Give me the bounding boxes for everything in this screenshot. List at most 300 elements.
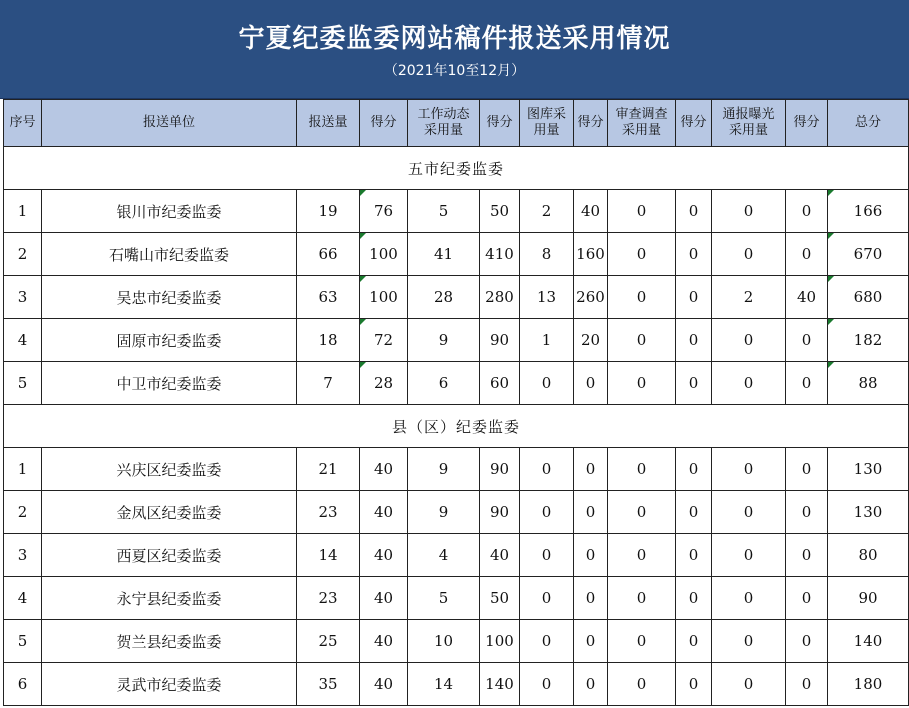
value-cell — [608, 190, 676, 233]
value-cell — [786, 319, 828, 362]
cell-text: 40 — [373, 632, 394, 650]
cell-text: 0 — [743, 675, 754, 693]
cell-text: 260 — [576, 288, 605, 306]
cell-text: 66 — [318, 245, 338, 263]
cell-text: 5 — [17, 374, 28, 392]
value-cell — [712, 190, 786, 233]
value-cell — [786, 233, 828, 276]
value-cell — [520, 491, 574, 534]
cell-text: 0 — [743, 546, 754, 564]
value-cell — [574, 491, 608, 534]
column-header — [712, 100, 786, 147]
cell-text: 0 — [801, 546, 812, 564]
table-row — [4, 491, 909, 534]
cell-text: 兴庆区纪委监委 — [116, 460, 222, 479]
cell-text: 40 — [373, 589, 394, 607]
cell-text: 9 — [438, 460, 449, 478]
cell-text: 0 — [541, 374, 552, 392]
value-cell — [408, 620, 480, 663]
unit-name-cell — [42, 362, 297, 405]
value-cell — [574, 663, 608, 706]
cell-text: 100 — [369, 245, 398, 263]
cell-text: 40 — [373, 546, 394, 564]
cell-text: 0 — [585, 675, 596, 693]
cell-text: 14 — [433, 675, 454, 693]
cell-text: 166 — [853, 202, 883, 220]
cell-text: 140 — [853, 632, 883, 650]
cell-text: 0 — [585, 503, 596, 521]
value-cell — [828, 448, 909, 491]
index-cell — [4, 448, 42, 491]
cell-text: 0 — [801, 503, 812, 521]
cell-text: 7 — [323, 374, 333, 392]
column-header-line: 通报曝光 — [722, 107, 775, 122]
cell-text: 76 — [373, 202, 394, 220]
index-cell — [4, 577, 42, 620]
cell-text: 40 — [373, 460, 394, 478]
cell-text: 0 — [585, 589, 596, 607]
table-row — [4, 190, 909, 233]
table-row — [4, 276, 909, 319]
cell-text: 0 — [688, 374, 699, 392]
cell-text: 72 — [373, 331, 394, 349]
unit-name-cell — [42, 663, 297, 706]
cell-text: 银川市纪委监委 — [116, 202, 222, 221]
cell-text: 0 — [688, 675, 699, 693]
cell-text: 130 — [853, 460, 883, 478]
cell-text: 0 — [636, 245, 647, 263]
cell-text: 13 — [536, 288, 557, 306]
cell-text: 680 — [853, 288, 883, 306]
value-cell — [712, 534, 786, 577]
cell-text: 14 — [318, 546, 338, 564]
cell-text: 0 — [636, 374, 647, 392]
cell-text: 0 — [688, 245, 699, 263]
cell-text: 中卫市纪委监委 — [116, 374, 222, 393]
cell-text: 6 — [438, 374, 449, 392]
cell-text: 5 — [438, 202, 449, 220]
cell-text: 0 — [743, 503, 754, 521]
cell-text: 100 — [369, 288, 398, 306]
cell-text: 吴忠市纪委监委 — [116, 288, 222, 307]
value-cell — [828, 620, 909, 663]
cell-text: 40 — [796, 288, 817, 306]
cell-comment-marker-icon — [360, 233, 366, 239]
cell-text: 21 — [318, 460, 338, 478]
cell-text: 0 — [636, 503, 647, 521]
cell-text: 9 — [438, 503, 449, 521]
value-cell — [574, 362, 608, 405]
cell-comment-marker-icon — [828, 319, 834, 325]
cell-text: 3 — [17, 288, 28, 306]
cell-text: 90 — [489, 503, 510, 521]
unit-name-cell — [42, 577, 297, 620]
value-cell — [480, 233, 520, 276]
cell-text: 0 — [636, 675, 647, 693]
value-cell — [480, 448, 520, 491]
value-cell — [786, 491, 828, 534]
value-cell — [828, 362, 909, 405]
cell-text: 0 — [801, 675, 812, 693]
column-header — [408, 100, 480, 147]
cell-comment-marker-icon — [828, 190, 834, 196]
cell-text: 0 — [801, 460, 812, 478]
cell-text: 2 — [541, 202, 552, 220]
column-header: 得分 — [480, 100, 520, 147]
cell-text: 60 — [489, 374, 510, 392]
value-cell — [520, 577, 574, 620]
value-cell — [608, 362, 676, 405]
value-cell — [608, 534, 676, 577]
index-cell — [4, 491, 42, 534]
value-cell — [360, 319, 408, 362]
cell-text: 88 — [858, 374, 878, 392]
cell-text: 35 — [318, 675, 338, 693]
cell-text: 0 — [585, 546, 596, 564]
value-cell — [608, 233, 676, 276]
cell-text: 130 — [853, 503, 883, 521]
value-cell — [574, 448, 608, 491]
value-cell — [408, 663, 480, 706]
cell-text: 0 — [541, 460, 552, 478]
column-header-line: 审查调查 — [615, 107, 668, 122]
value-cell — [574, 276, 608, 319]
value-cell — [712, 663, 786, 706]
value-cell — [712, 620, 786, 663]
value-cell — [360, 534, 408, 577]
value-cell — [608, 577, 676, 620]
value-cell — [712, 448, 786, 491]
cell-text: 0 — [688, 460, 699, 478]
cell-text: 2 — [17, 245, 28, 263]
section-row — [4, 405, 909, 448]
value-cell — [574, 534, 608, 577]
column-header-line: 图库采 — [526, 107, 566, 122]
value-cell — [676, 534, 712, 577]
value-cell — [297, 663, 360, 706]
cell-text: 41 — [433, 245, 454, 263]
cell-text: 8 — [541, 245, 552, 263]
cell-text: 5 — [17, 632, 28, 650]
value-cell — [297, 362, 360, 405]
column-header: 报送量 — [297, 100, 360, 147]
value-cell — [574, 233, 608, 276]
column-header — [608, 100, 676, 147]
cell-text: 0 — [688, 589, 699, 607]
index-cell — [4, 190, 42, 233]
unit-name-cell — [42, 620, 297, 663]
value-cell — [676, 491, 712, 534]
cell-text: 0 — [541, 589, 552, 607]
value-cell — [520, 362, 574, 405]
table-row — [4, 534, 909, 577]
cell-text: 永宁县纪委监委 — [116, 589, 222, 608]
column-header-line: 采用量 — [423, 123, 463, 138]
value-cell — [608, 620, 676, 663]
cell-text: 0 — [636, 331, 647, 349]
value-cell — [608, 663, 676, 706]
value-cell — [828, 577, 909, 620]
cell-text: 5 — [438, 589, 449, 607]
column-header: 得分 — [360, 100, 408, 147]
value-cell — [828, 663, 909, 706]
cell-comment-marker-icon — [828, 276, 834, 282]
unit-name-cell — [42, 319, 297, 362]
cell-text: 0 — [585, 632, 596, 650]
column-header: 报送单位 — [42, 100, 297, 147]
cell-text: 0 — [743, 374, 754, 392]
unit-name-cell — [42, 534, 297, 577]
value-cell — [828, 534, 909, 577]
cell-text: 50 — [489, 202, 510, 220]
value-cell — [786, 276, 828, 319]
cell-text: 0 — [636, 589, 647, 607]
value-cell — [828, 233, 909, 276]
value-cell — [360, 233, 408, 276]
cell-text: 0 — [743, 460, 754, 478]
value-cell — [408, 276, 480, 319]
cell-text: 28 — [373, 374, 394, 392]
value-cell — [408, 577, 480, 620]
value-cell — [574, 319, 608, 362]
value-cell — [712, 491, 786, 534]
cell-text: 0 — [636, 202, 647, 220]
cell-text: 182 — [853, 331, 883, 349]
value-cell — [480, 663, 520, 706]
value-cell — [520, 233, 574, 276]
cell-text: 40 — [373, 675, 394, 693]
value-cell — [786, 577, 828, 620]
value-cell — [608, 319, 676, 362]
cell-text: 90 — [489, 331, 510, 349]
cell-text: 4 — [438, 546, 449, 564]
column-header: 得分 — [574, 100, 608, 147]
cell-text: 0 — [688, 288, 699, 306]
value-cell — [676, 233, 712, 276]
value-cell — [297, 233, 360, 276]
column-header-row — [4, 100, 909, 147]
cell-text: 1 — [541, 331, 552, 349]
cell-text: 0 — [541, 546, 552, 564]
cell-text: 10 — [433, 632, 454, 650]
cell-text: 23 — [318, 589, 338, 607]
cell-text: 石嘴山市纪委监委 — [108, 245, 229, 264]
cell-text: 9 — [438, 331, 449, 349]
value-cell — [408, 534, 480, 577]
cell-comment-marker-icon — [360, 190, 366, 196]
value-cell — [408, 233, 480, 276]
cell-text: 0 — [801, 245, 812, 263]
cell-text: 28 — [433, 288, 454, 306]
cell-text: 90 — [489, 460, 510, 478]
value-cell — [297, 276, 360, 319]
value-cell — [360, 190, 408, 233]
value-cell — [608, 491, 676, 534]
value-cell — [297, 534, 360, 577]
index-cell — [4, 620, 42, 663]
value-cell — [480, 190, 520, 233]
value-cell — [520, 448, 574, 491]
cell-text: 100 — [485, 632, 514, 650]
cell-text: 4 — [17, 331, 28, 349]
table-row — [4, 319, 909, 362]
value-cell — [520, 276, 574, 319]
column-header: 总分 — [828, 100, 909, 147]
value-cell — [360, 491, 408, 534]
value-cell — [297, 620, 360, 663]
index-cell — [4, 319, 42, 362]
value-cell — [297, 319, 360, 362]
column-header-line: 用量 — [533, 123, 560, 138]
value-cell — [574, 620, 608, 663]
cell-text: 2 — [17, 503, 28, 521]
index-cell — [4, 663, 42, 706]
value-cell — [828, 319, 909, 362]
report-title: 宁夏纪委监委网站稿件报送采用情况 — [238, 24, 671, 54]
value-cell — [786, 534, 828, 577]
value-cell — [786, 620, 828, 663]
cell-text: 1 — [17, 460, 28, 478]
value-cell — [786, 362, 828, 405]
value-cell — [408, 362, 480, 405]
value-cell — [712, 276, 786, 319]
unit-name-cell — [42, 190, 297, 233]
value-cell — [574, 577, 608, 620]
table-row — [4, 233, 909, 276]
value-cell — [408, 491, 480, 534]
cell-text: 0 — [801, 374, 812, 392]
cell-text: 20 — [580, 331, 601, 349]
value-cell — [676, 190, 712, 233]
cell-text: 25 — [318, 632, 338, 650]
cell-text: 0 — [801, 632, 812, 650]
value-cell — [360, 276, 408, 319]
cell-text: 2 — [743, 288, 754, 306]
cell-text: 410 — [485, 245, 514, 263]
value-cell — [712, 233, 786, 276]
section-title: 五市纪委监委 — [4, 147, 909, 190]
cell-text: 0 — [541, 632, 552, 650]
value-cell — [480, 534, 520, 577]
index-cell — [4, 534, 42, 577]
cell-text: 0 — [688, 202, 699, 220]
cell-text: 4 — [17, 589, 28, 607]
value-cell — [480, 319, 520, 362]
cell-text: 63 — [318, 288, 338, 306]
value-cell — [828, 491, 909, 534]
index-cell — [4, 276, 42, 319]
value-cell — [676, 448, 712, 491]
value-cell — [676, 620, 712, 663]
value-cell — [520, 534, 574, 577]
index-cell — [4, 233, 42, 276]
cell-text: 0 — [743, 202, 754, 220]
value-cell — [360, 620, 408, 663]
value-cell — [676, 362, 712, 405]
table-row — [4, 362, 909, 405]
value-cell — [520, 620, 574, 663]
unit-name-cell — [42, 491, 297, 534]
value-cell — [360, 663, 408, 706]
report-header — [0, 0, 909, 99]
cell-text: 40 — [580, 202, 601, 220]
cell-text: 19 — [318, 202, 338, 220]
cell-text: 0 — [743, 589, 754, 607]
value-cell — [520, 190, 574, 233]
cell-text: 0 — [801, 202, 812, 220]
cell-comment-marker-icon — [828, 362, 834, 368]
value-cell — [360, 362, 408, 405]
cell-text: 0 — [688, 331, 699, 349]
cell-text: 0 — [585, 460, 596, 478]
column-header: 得分 — [676, 100, 712, 147]
value-cell — [297, 577, 360, 620]
cell-text: 0 — [636, 632, 647, 650]
cell-text: 贺兰县纪委监委 — [116, 632, 222, 651]
value-cell — [786, 190, 828, 233]
cell-text: 3 — [17, 546, 28, 564]
value-cell — [676, 319, 712, 362]
value-cell — [480, 577, 520, 620]
value-cell — [297, 190, 360, 233]
cell-text: 0 — [688, 546, 699, 564]
report-period: （2021年10至12月） — [383, 63, 526, 79]
table-row — [4, 448, 909, 491]
cell-text: 1 — [17, 202, 28, 220]
unit-name-cell — [42, 448, 297, 491]
cell-text: 0 — [585, 374, 596, 392]
value-cell — [712, 319, 786, 362]
cell-text: 金凤区纪委监委 — [116, 503, 222, 522]
cell-text: 280 — [485, 288, 514, 306]
table-row — [4, 663, 909, 706]
column-header-line: 采用量 — [728, 123, 768, 138]
cell-text: 0 — [636, 546, 647, 564]
value-cell — [360, 448, 408, 491]
value-cell — [712, 362, 786, 405]
cell-text: 0 — [743, 632, 754, 650]
cell-text: 18 — [318, 331, 338, 349]
cell-comment-marker-icon — [828, 233, 834, 239]
cell-text: 0 — [743, 331, 754, 349]
cell-comment-marker-icon — [360, 319, 366, 325]
value-cell — [574, 190, 608, 233]
value-cell — [480, 276, 520, 319]
cell-text: 0 — [636, 288, 647, 306]
value-cell — [828, 276, 909, 319]
value-cell — [676, 663, 712, 706]
cell-text: 0 — [541, 675, 552, 693]
value-cell — [480, 491, 520, 534]
cell-text: 6 — [17, 675, 28, 693]
value-cell — [297, 491, 360, 534]
column-header-line: 工作动态 — [417, 107, 470, 122]
section-title: 县（区）纪委监委 — [4, 405, 909, 448]
index-cell — [4, 362, 42, 405]
cell-text: 140 — [485, 675, 514, 693]
value-cell — [480, 362, 520, 405]
cell-text: 0 — [541, 503, 552, 521]
value-cell — [608, 276, 676, 319]
submission-table — [3, 99, 909, 706]
value-cell — [786, 448, 828, 491]
cell-text: 0 — [801, 331, 812, 349]
unit-name-cell — [42, 276, 297, 319]
cell-text: 0 — [636, 460, 647, 478]
cell-text: 灵武市纪委监委 — [116, 675, 222, 694]
column-header: 序号 — [4, 100, 42, 147]
cell-text: 固原市纪委监委 — [116, 331, 222, 350]
